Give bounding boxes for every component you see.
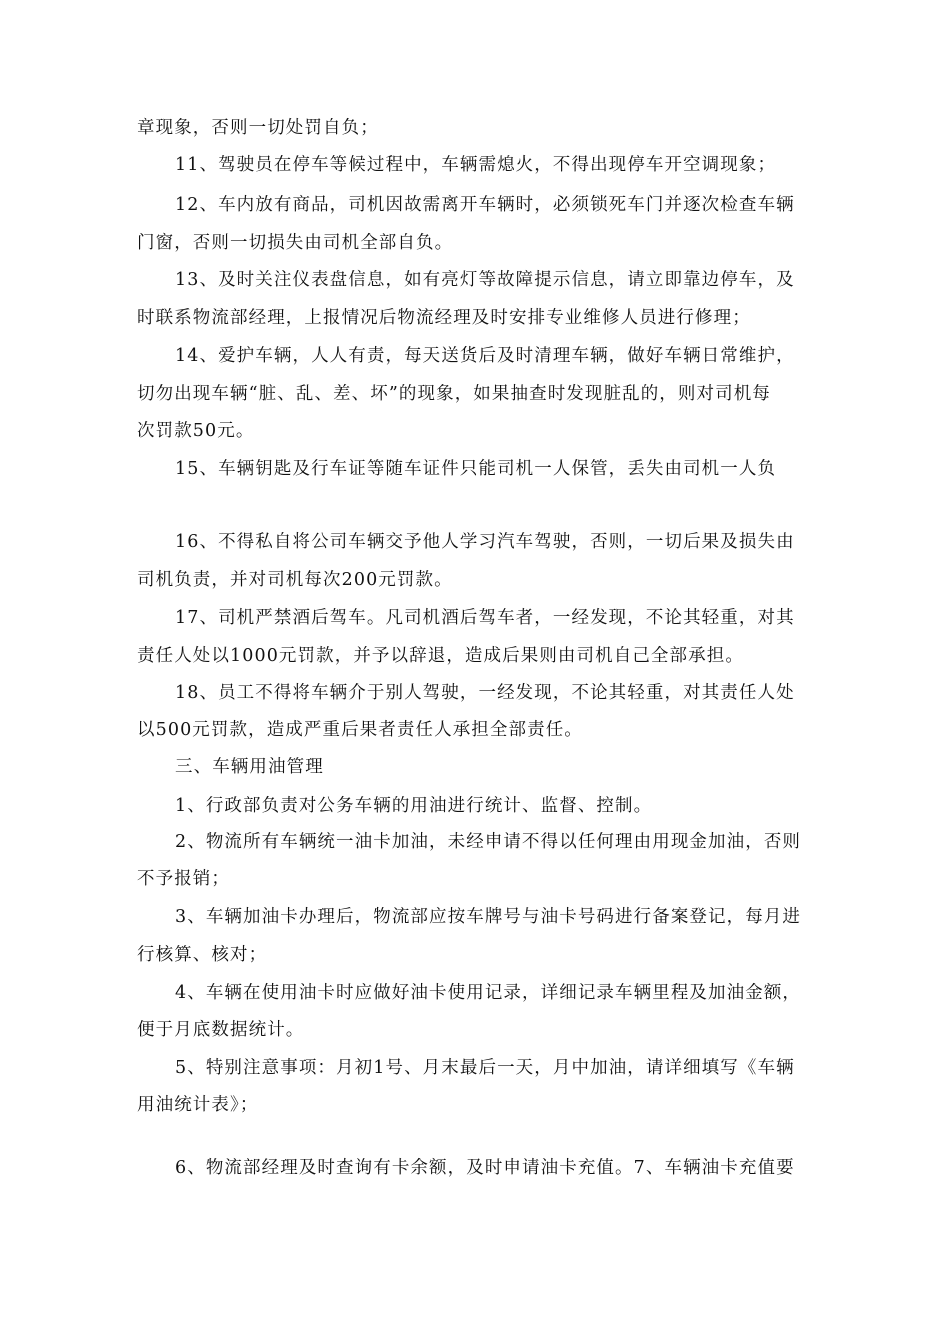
text-line: 司机负责，并对司机每次200元罚款。 [137,570,453,590]
text-line: 11、驾驶员在停车等候过程中，车辆需熄火，不得出现停车开空调现象； [175,155,777,175]
text-line: 次罚款50元。 [137,421,255,441]
text-line: 便于月底数据统计。 [137,1020,305,1040]
text-line: 18、员工不得将车辆介于别人驾驶，一经发现，不论其轻重，对其责任人处 [175,683,795,703]
text-line: 用油统计表》； [137,1095,259,1115]
text-line: 门窗，否则一切损失由司机全部自负。 [137,233,454,253]
text-line: 6、物流部经理及时查询有卡余额，及时申请油卡充值。7、车辆油卡充值要 [175,1158,795,1178]
text-line: 13、及时关注仪表盘信息，如有亮灯等故障提示信息，请立即靠边停车，及 [175,270,795,290]
text-line: 章现象，否则一切处罚自负； [137,118,379,138]
text-line: 3、车辆加油卡办理后，物流部应按车牌号与油卡号码进行备案登记，每月进 [175,907,802,927]
text-line: 时联系物流部经理，上报情况后物流经理及时安排专业维修人员进行修理； [137,308,751,328]
text-line: 行核算、核对； [137,945,268,965]
text-line: 15、车辆钥匙及行车证等随车证件只能司机一人保管，丢失由司机一人负 [175,459,777,479]
text-line: 责任人处以1000元罚款，并予以辞退，造成后果则由司机自己全部承担。 [137,646,744,666]
text-line: 4、车辆在使用油卡时应做好油卡使用记录，详细记录车辆里程及加油金额， [175,983,802,1003]
text-line: 14、爱护车辆，人人有责，每天送货后及时清理车辆，做好车辆日常维护， [175,346,795,366]
text-line: 切勿出现车辆“脏、乱、差、坏”的现象，如果抽查时发现脏乱的，则对司机每 [137,384,771,404]
text-line: 以500元罚款，造成严重后果者责任人承担全部责任。 [137,720,583,740]
text-line: 16、不得私自将公司车辆交予他人学习汽车驾驶，否则，一切后果及损失由 [175,532,795,552]
text-line: 2、物流所有车辆统一油卡加油，未经申请不得以任何理由用现金加油，否则 [175,832,802,852]
text-line: 5、特别注意事项：月初1号、月末最后一天，月中加油，请详细填写《车辆 [175,1058,795,1078]
section-heading: 三、车辆用油管理 [175,757,324,777]
text-line: 17、司机严禁酒后驾车。凡司机酒后驾车者，一经发现，不论其轻重，对其 [175,608,795,628]
text-line: 不予报销； [137,869,230,889]
text-line: 12、车内放有商品，司机因故需离开车辆时，必须锁死车门并逐次检查车辆 [175,195,795,215]
text-line: 1、行政部负责对公务车辆的用油进行统计、监督、控制。 [175,796,653,816]
